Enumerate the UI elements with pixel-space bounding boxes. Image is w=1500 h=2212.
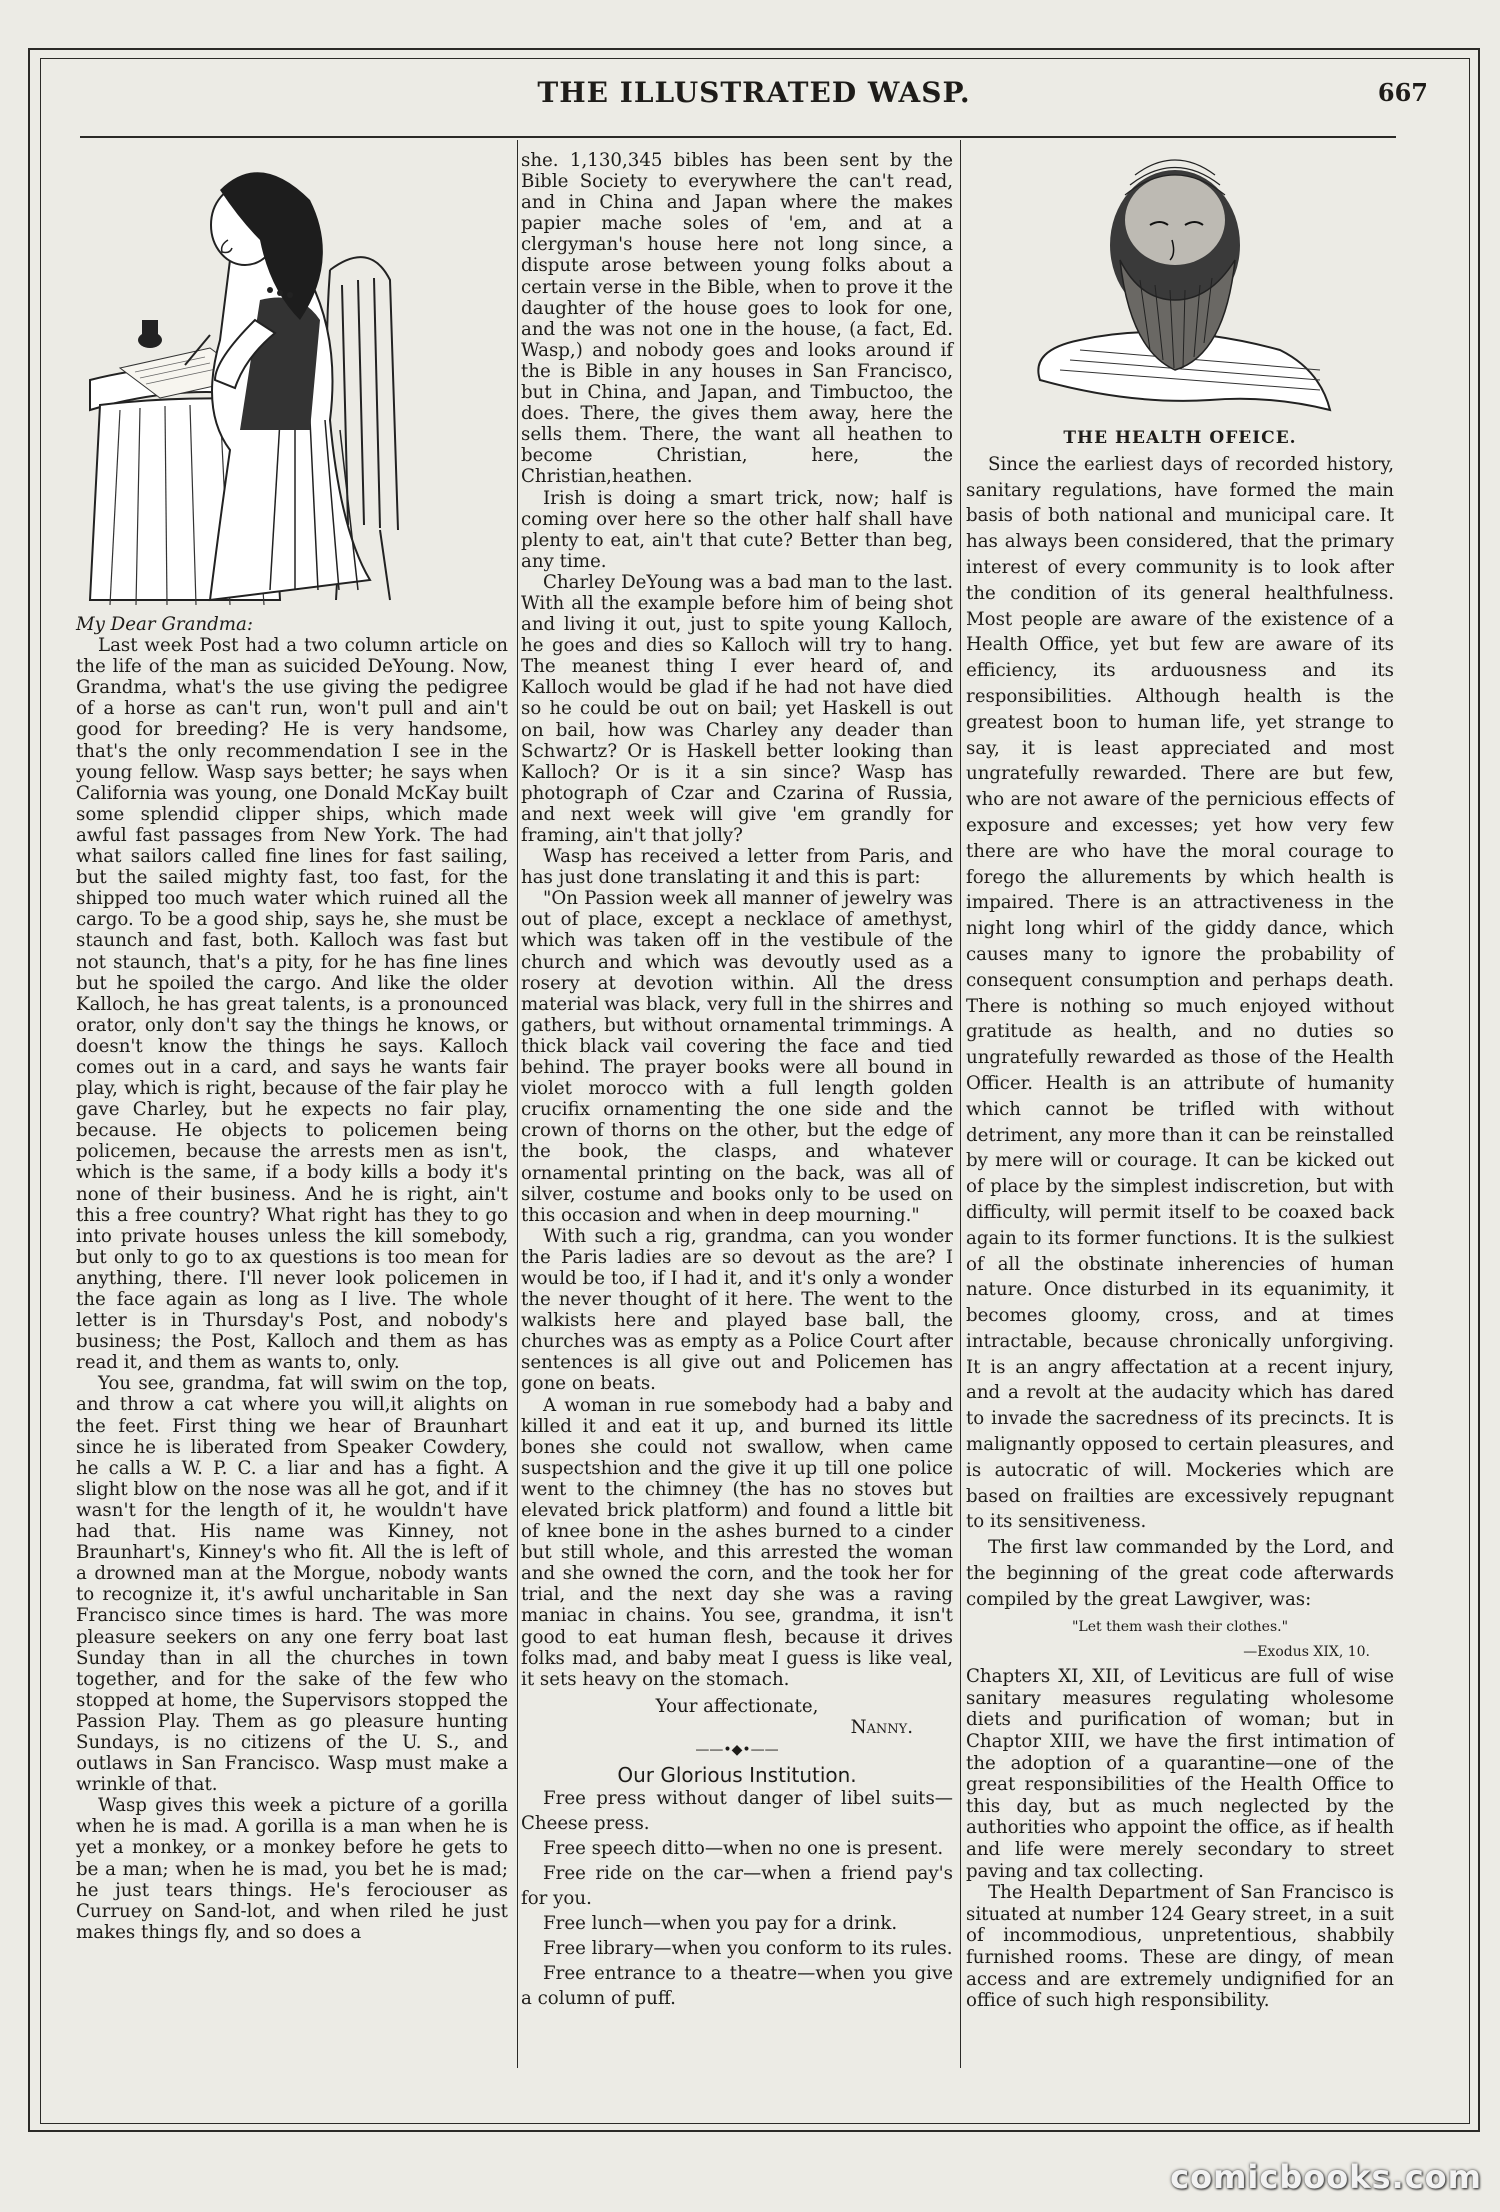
letter-paragraph: "On Passion week all manner of jewelry was out of place, except a necklace of amethyst, which was taken off in the vestibule of the church and which was devoutly used as a rosery at devotion within. All the dress material was black, very full in the shirres and gathers, but without ornamental trimmings. A thick black vail covering the face and tied behind. The prayer books were all bound in violet morocco with a full length golden crucifix ornamenting the one side and the crown of thorns on the other, but the edge of the book, the clasps, and whatever ornamental printing on the back, was all of silver, costume and books only to be used on this occasion and when in deep mourning." bbox=[521, 888, 953, 1226]
letter-salutation: My Dear Grandma: bbox=[76, 614, 253, 635]
letter-paragraph: A woman in rue somebody had a baby and killed it and eat it up, and burned its little bones she could not swallow, when came suspectshion and the give it up till one police went to the chimney (the has no stoves but elevated brick platform) and found a little bit of knee bone in the ashes burned to a cinder but still whole, and this arrested the woman and she owned the corn, and the took her for trial, and the next day she was a raving maniac in chains. You see, grandma, it isn't good to eat human flesh, because it drives folks mad, and baby meat I guess is like veal, it sets heavy on the stomach. bbox=[521, 1394, 953, 1690]
scripture-citation: —Exodus XIX, 10. bbox=[1243, 1644, 1370, 1661]
institution-line: Free entrance to a theatre—when you give a column of puff. bbox=[521, 1963, 953, 2010]
section-divider: ——•◆•—— bbox=[695, 1742, 779, 1759]
masthead-title: THE ILLUSTRATED WASP. bbox=[537, 76, 971, 109]
column-divider bbox=[960, 140, 961, 2068]
letter-paragraph: Wasp has received a letter from Paris, and has just done translating it and this is part: bbox=[521, 846, 953, 889]
column-left bbox=[76, 150, 508, 1943]
letter-paragraph: she. 1,130,345 bibles has been sent by the Bible Society to everywhere the can't read, and in China and Japan where the makes papier mache soles of 'em, and at a clergyman's house here not long since, a dispute arose between young folks about a certain verse in the Bible, when to prove it the daughter of the house goes to look for one, and the was not one in the house, (a fact, Ed. Wasp,) and nobody goes and looks around if the is Bible in any houses in San Francisco, but in China, and Japan, and Timbuctoo, the does. There, the gives them away, here the sells them. There, the want all heathen to become Christian, here, the Christian,heathen. bbox=[521, 150, 953, 488]
institution-title: Our Glorious Institution. bbox=[617, 1763, 857, 1788]
scripture-quote: "Let them wash their clothes." bbox=[1071, 1618, 1289, 1635]
letter-paragraph: You see, grandma, fat will swim on the top, and throw a cat where you will,it alights on the feet. First thing we hear of Braunhart since he is liberated from Speaker Cowdery, he calls a W. P. C. a liar and has a fight. A slight blow on the nose was all he got, and if it wasn't for the length of it, he wouldn't have had that. His name was Kinney, not Braunhart's, Kinney's who fit. All the is left of a drowned man at the Morgue, nobody wants to recognize it, it's awful uncharitable in San Francisco since times is hard. The was more pleasure seekers on any one ferry boat last Sunday than in all the churches in town together, and for the sake of the few who stopped at home, the Supervisors stopped the Passion Play. Them as go pleasure hunting Sundays, is no citizens of the U. S., and outlaws in San Francisco. Wasp must make a wrinkle of that. bbox=[76, 1373, 508, 1796]
column-divider bbox=[517, 140, 518, 2068]
article-paragraph: The Health Department of San Francisco is situated at number 124 Geary street, in a suit of incommodious, unpretentious, shabbily furnished rooms. These are dingy, of mean access and are extremely undignified for an office of such high responsibility. bbox=[966, 1882, 1394, 2012]
header-rule bbox=[80, 136, 1396, 138]
letter-signoff: Your affectionate, bbox=[655, 1695, 819, 1717]
letter-paragraph: Irish is doing a smart trick, now; half is coming over here so the other half shall have plenty to eat, ain't that cute? Better than beg, any time. bbox=[521, 487, 953, 572]
institution-line: Free press without danger of libel suits—Cheese press. bbox=[521, 1788, 953, 1835]
letter-paragraph: Last week Post had a two column article on the life of the man as suicided DeYoung. Now, Grandma, what's the use giving the pedigree of a horse as can't run, won't pull and ain't good for breeding? He is very handsome, that's the only recommendation I see in the young fellow. Wasp says better; he says when California was young, one Donald McKay built some splendid clipper ships, which made awful fast passages from New York. The had what sailors called fine lines for fast sailing, but the sailed mighty fast, too fast, for the shipped too much water which ruined all the cargo. To be a good ship, says he, she must be staunch and fast, both. Kalloch was fast but not staunch, that's a pity, for he has fine lines but he spoiled the cargo. And like the older Kalloch, he has great talents, is a pronounced orator, only don't say the things he knows, or doesn't know the things he says. Kalloch comes out in a card, and says he wants fair play, which is right, because of the fair play he gave Charley, but he expects no fair play, because. He objects to policemen being policemen, because the arrests men as isn't, which is the same, if a body kills a body it's none of their business. And he is right, ain't this a free country? What right has they to go into private houses unless the kill somebody, but only to go to ax questions is too mean for anything, there. I'll never look policemen in the face again as long as I live. The whole letter is in Thursday's Post, and nobody's business; the Post, Kalloch and them as has read it, and them as wants to, only. bbox=[76, 635, 508, 1374]
site-watermark: comicbooks.com bbox=[1170, 2158, 1482, 2196]
article-paragraph: Chapters XI, XII, of Leviticus are full of wise sanitary measures regulating wholesome diets and purification of woman; but in Chaptor XIII, we have the first intimation of the adoption of a quarantine—one of the great responsibilities of the Health Office to this day, but as much neglected by the authorities who appoint the office, as if health and life were merely secondary to street paving and tax collecting. bbox=[966, 1666, 1394, 1882]
article-paragraph: The first law commanded by the Lord, and the beginning of the great code afterwards compiled by the great Lawgiver, was: bbox=[966, 1537, 1394, 1610]
institution-line: Free speech ditto—when no one is present. bbox=[543, 1838, 944, 1860]
letter-paragraph: Charley DeYoung was a bad man to the last. With all the example before him of being shot and living it out, just to spite young Kalloch, he goes and dies so Kalloch will try to hang. The meanest thing I ever heard of, and Kalloch would be glad if he had not have died so he could be out on bail; yet Haskell is out on bail, how was Charley any deader than Schwartz? Or is Haskell better looking than Kalloch? Or is it a sin since? Wasp has photograph of Czar and Czarina of Russia, and next week will give 'em grandly for framing, ain't that jolly? bbox=[521, 571, 953, 846]
institution-line: Free lunch—when you pay for a drink. bbox=[543, 1913, 898, 1935]
institution-list bbox=[521, 1786, 953, 2011]
page-header bbox=[40, 72, 1468, 112]
institution-line: Free ride on the car—when a friend pay's for you. bbox=[521, 1863, 953, 1910]
page-number: 667 bbox=[1377, 78, 1428, 107]
letter-paragraph: Wasp gives this week a picture of a gorilla when he is mad. A gorilla is a man when he is yet a monkey, or a monkey before he gets to be a man; when he is mad, you bet he is mad; he just tears things. He's ferociouser as Curruey on Sand-lot, and when riled he just makes things fly, and so does a bbox=[76, 1795, 508, 1943]
column-middle bbox=[521, 150, 953, 2011]
bearded-man-illustration bbox=[1000, 150, 1360, 420]
article-paragraph: Since the earliest days of recorded history, sanitary regulations, have formed the main basis of both national and municipal care. It has always been considered, that the primary interest of every community is to look after the condition of its general healthfulness. Most people are aware of the existence of a Health Office, yet but few are aware of its efficiency, its arduousness and its responsibilities. Although health is the greatest boon to human life, yet strange to say, it is least appreciated and most ungratefully rewarded. There are but few, who are not aware of the pernicious effects of exposure and excesses; yet how very few there are who have the moral courage to forego the allurements by which health is impaired. There is an attractiveness in the night long whirl of the giddy dance, which causes many to ignore the probability of consequent consumption and perhaps death. There is nothing so much enjoyed without gratitude as health, and no duties so ungratefully rewarded as those of the Health Officer. Health is an attribute of humanity which cannot be trifled with without detriment, any more than it can be reinstalled by mere will or courage. It can be kicked out of place by the simplest indiscretion, but with difficulty, will permit itself to be coaxed back again to its former functions. It is the sulkiest of all the obstinate inherencies of human nature. Once disturbed in its equanimity, it becomes gloomy, cross, and at times intractable, because chronically unforgiving. It is an angry affectation at a recent injury, and a revolt at the audacity which has dared to invade the sacredness of its precincts. It is malignantly opposed to certain pleasures, and is autocratic of will. Mockeries which are based on frailties are excessively repugnant to its sensitiveness. bbox=[966, 453, 1394, 1533]
letter-paragraph: With such a rig, grandma, can you wonder the Paris ladies are so devout as the are? I would be too, if I had it, and it's only a wonder the never thought of it here. The went to the walkists here and played base ball, the churches was as empty as a Police Court after sentences is all give out and Policemen has gone on beats. bbox=[521, 1225, 953, 1395]
column-right bbox=[966, 150, 1394, 2012]
institution-line: Free library—when you conform to its rules. bbox=[543, 1938, 953, 1960]
woman-writing-illustration bbox=[80, 150, 500, 608]
letter-signature: Nanny. bbox=[850, 1716, 913, 1738]
article-title: THE HEALTH OFEICE. bbox=[1063, 428, 1297, 448]
